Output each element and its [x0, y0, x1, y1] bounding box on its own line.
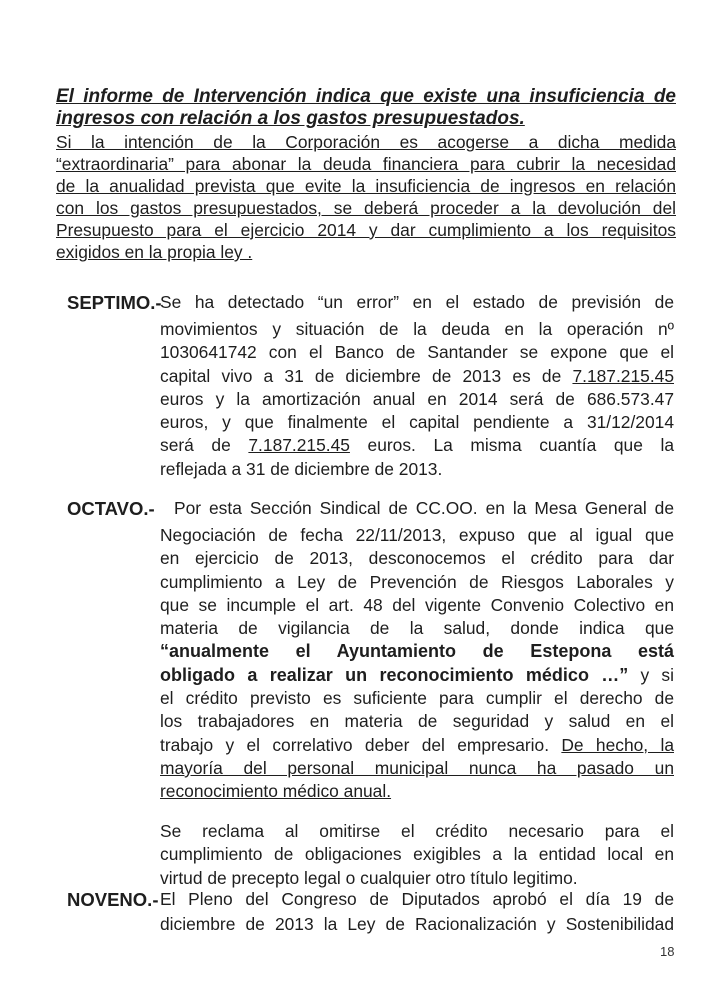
pending-amount: 7.187.215.45	[248, 435, 350, 456]
octavo-line: que se incumple el art. 48 del vigente Convenio Colectivo en	[160, 594, 674, 615]
septimo-line: movimientos y situación de la deuda en la operación nº	[160, 319, 674, 339]
octavo-quote-line: “anualmente el Ayuntamiento de Estepona está	[160, 641, 674, 662]
octavo-underlined-text: De hecho, la	[561, 734, 674, 755]
septimo-line: reflejada a 31 de diciembre de 2013.	[160, 458, 443, 479]
octavo-underlined-line: reconocimiento médico anual.	[160, 781, 392, 802]
intro-line: exigidos en la propia ley .	[56, 242, 253, 262]
noveno-label: NOVENO.-	[67, 889, 159, 910]
noveno-line: El Pleno del Congreso de Diputados aprobó el día 19 de	[160, 889, 674, 909]
octavo-text: y si	[640, 664, 674, 685]
intro-line: de la anualidad prevista que evite la insuficiencia de ingresos en relación	[56, 176, 676, 196]
intro-line: Si la intención de la Corporación es acogerse a dicha medida	[56, 132, 676, 152]
octavo-line: virtud de precepto legal o cualquier otro título legitimo.	[160, 867, 578, 888]
octavo-line: cumplimiento a Ley de Prevención de Riesgos Laborales y	[160, 571, 674, 592]
octavo-line	[160, 664, 674, 687]
septimo-text: capital vivo a 31 de diciembre de 2013 es de	[160, 365, 562, 386]
intro-paragraph	[56, 131, 676, 263]
septimo-line: 1030641742 con el Banco de Santander se expone que el	[160, 342, 674, 363]
octavo-line: el crédito previsto es suficiente para cumplir el derecho de	[160, 688, 674, 709]
capital-amount: 7.187.215.45	[572, 365, 674, 386]
noveno-paragraph	[160, 913, 674, 936]
intro-line: Presupuesto para el ejercicio 2014 y dar cumplimiento a los requisitos	[56, 220, 676, 240]
octavo-line: los trabajadores en materia de seguridad y salud en el	[160, 711, 674, 732]
octavo-line: materia de vigilancia de la salud, donde indica que	[160, 618, 674, 639]
intro-line: “extraordinaria” para abonar la deuda financiera para cubrir la necesidad	[56, 154, 676, 174]
septimo-line	[160, 365, 674, 388]
octavo-paragraph-2	[160, 820, 674, 890]
octavo-line: Por esta Sección Sindical de CC.OO. en la Mesa General de	[174, 498, 674, 518]
septimo-paragraph	[160, 318, 674, 481]
octavo-underlined-line: mayoría del personal municipal nunca ha pasado un	[160, 757, 674, 778]
octavo-quote-text: obligado a realizar un reconocimiento médico …”	[160, 664, 629, 685]
octavo-label: OCTAVO.-	[67, 498, 155, 519]
octavo-line	[160, 734, 674, 757]
section-heading: El informe de Intervención indica que existe una insuficiencia de ingresos con relación a los gastos presupuestados.	[56, 86, 676, 129]
page-number: 18	[660, 944, 675, 959]
septimo-line: Se ha detectado “un error” en el estado de previsión de	[160, 292, 674, 312]
octavo-text: trabajo y el correlativo deber del empresario.	[160, 734, 550, 755]
octavo-line: cumplimiento de obligaciones exigibles a la entidad local en	[160, 844, 674, 865]
octavo-line: en ejercicio de 2013, desconocemos el crédito para dar	[160, 548, 674, 569]
octavo-line: Negociación de fecha 22/11/2013, expuso que al igual que	[160, 525, 674, 545]
septimo-text: será de	[160, 435, 231, 456]
octavo-line: Se reclama al omitirse el crédito necesario para el	[160, 821, 674, 841]
septimo-line	[160, 434, 674, 457]
octavo-paragraph	[160, 524, 674, 804]
intro-line: con los gastos presupuestados, se deberá proceder a la devolución del	[56, 198, 676, 218]
septimo-line: euros, y que finalmente el capital pendiente a 31/12/2014	[160, 412, 674, 433]
septimo-label: SEPTIMO.-	[67, 292, 162, 313]
septimo-text: euros. La misma cuantía que la	[367, 435, 675, 456]
septimo-line: euros y la amortización anual en 2014 será de 686.573.47	[160, 388, 674, 409]
noveno-line: diciembre de 2013 la Ley de Racionalización y Sostenibilidad	[160, 914, 674, 934]
